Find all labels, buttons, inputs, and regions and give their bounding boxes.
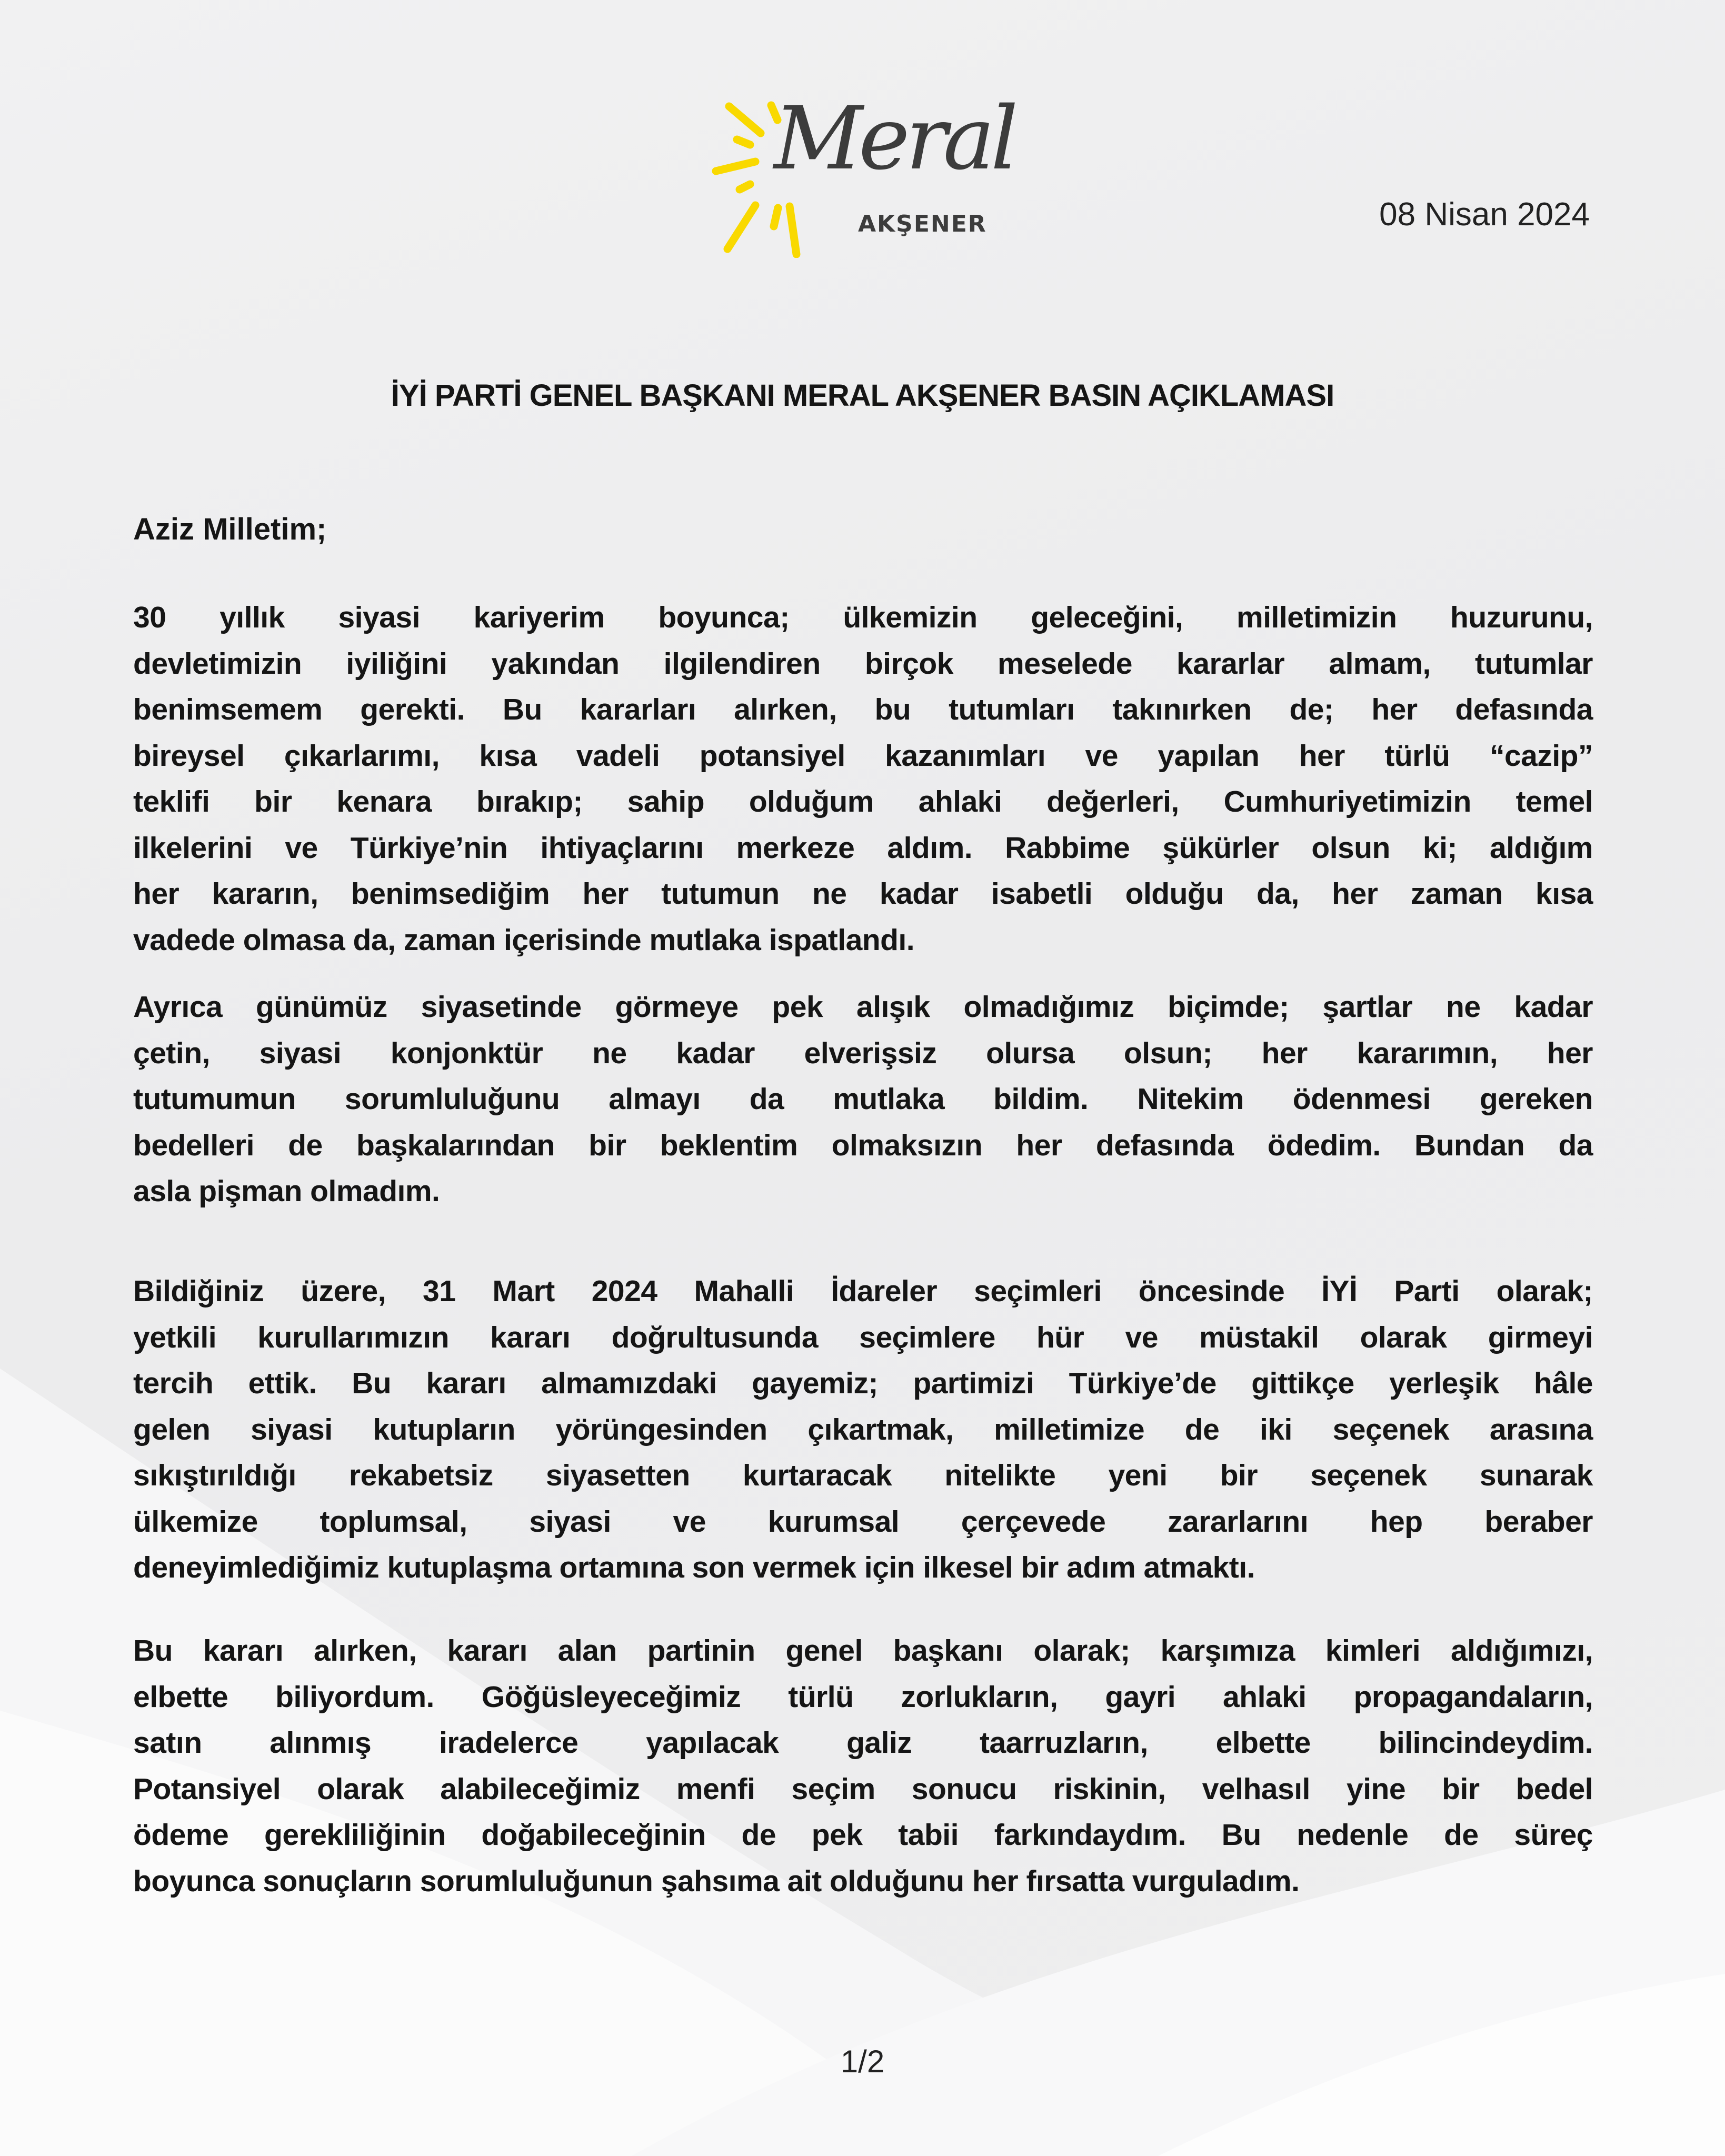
logo-sub-text: AKŞENER: [858, 211, 987, 237]
text-line: bireysel çıkarlarımı, kısa vadeli potansiyel kazanımları ve yapılan her türlü “cazip”: [133, 738, 1593, 773]
text-line: her kararın, benimsediğim her tutumun ne kadar isabetli olduğu da, her zaman kısa: [133, 877, 1593, 911]
text-line: boyunca sonuçların sorumluluğunun şahsıma ait olduğunu her fırsatta vurguladım.: [133, 1864, 1300, 1898]
text-line: Bildiğiniz üzere, 31 Mart 2024 Mahalli İdareler seçimleri öncesinde İYİ Parti olarak;: [133, 1274, 1593, 1308]
text-line: teklifi bir kenara bırakıp; sahip olduğum ahlaki değerleri, Cumhuriyetimizin temel: [133, 785, 1593, 819]
text-line: Ayrıca günümüz siyasetinde görmeye pek alışık olmadığımız biçimde; şartlar ne kadar: [133, 990, 1593, 1024]
text-line: tercih ettik. Bu kararı almamızdaki gayemiz; partimizi Türkiye’de gittikçe yerleşik hâle: [133, 1366, 1593, 1400]
paragraph-2: [133, 984, 1593, 1215]
text-line: asla pişman olmadım.: [133, 1174, 440, 1208]
page-title: İYİ PARTİ GENEL BAŞKANI MERAL AKŞENER BASIN AÇIKLAMASI: [391, 378, 1334, 413]
text-line: yetkili kurullarımızın kararı doğrultusunda seçimlere hür ve müstakil olarak girmeyi: [133, 1320, 1593, 1354]
paragraph-3: [133, 1269, 1593, 1591]
text-line: vadede olmasa da, zaman içerisinde mutlaka ispatlandı.: [133, 923, 915, 957]
text-line: gelen siyasi kutupların yörüngesinden çıkartmak, milletimize de iki seçenek arasına: [133, 1412, 1593, 1446]
text-line: bedelleri de başkalarından bir beklentim olmaksızın her defasında ödedim. Bundan da: [133, 1128, 1593, 1162]
text-line: ilkelerini ve Türkiye’nin ihtiyaçlarını merkeze aldım. Rabbime şükürler olsun ki; aldığım: [133, 831, 1593, 865]
text-line: tutumumun sorumluluğunu almayı da mutlaka bildim. Nitekim ödenmesi gereken: [133, 1082, 1593, 1116]
text-line: sıkıştırıldığı rekabetsiz siyasetten kurtaracak nitelikte yeni bir seçenek sunarak: [133, 1459, 1593, 1492]
paragraph-4: [133, 1628, 1593, 1904]
text-line: devletimizin iyiliğini yakından ilgilendiren birçok meselede kararlar almam, tutumlar: [133, 646, 1593, 681]
text-line: Potansiyel olarak alabileceğimiz menfi seçim sonucu riskinin, velhasıl yine bir bedel: [133, 1772, 1593, 1806]
text-line: benimsemem gerekti. Bu kararları alırken, bu tutumları takınırken de; her defasında: [133, 693, 1593, 726]
text-line: 30 yıllık siyasi kariyerim boyunca; ülkemizin geleceğini, milletimizin huzurunu,: [133, 601, 1593, 634]
text-line: ülkemize toplumsal, siyasi ve kurumsal çerçevede zararlarını hep beraber: [133, 1504, 1593, 1539]
paragraph-1: [133, 595, 1593, 963]
text-line: çetin, siyasi konjonktür ne kadar elverişsiz olursa olsun; her kararımın, her: [133, 1036, 1593, 1070]
meral-aksener-logo: [705, 79, 1042, 258]
logo-script-text: Meral: [774, 88, 1014, 189]
page-number: 1/2: [840, 2044, 885, 2079]
greeting: Aziz Milletim;: [133, 512, 327, 546]
text-line: Bu kararı alırken, kararı alan partinin genel başkanı olarak; karşımıza kimleri aldığımızı,: [133, 1634, 1593, 1668]
text-line: ödeme gerekliliğinin doğabileceğinin de pek tabii farkındaydım. Bu nedenle de süreç: [133, 1818, 1593, 1852]
date: 08 Nisan 2024: [1379, 196, 1590, 233]
text-line: satın alınmış iradelerce yapılacak galiz taarruzların, elbette bilincindeydim.: [133, 1726, 1593, 1760]
text-line: elbette biliyordum. Göğüsleyeceğimiz türlü zorlukların, gayri ahlaki propagandaların,: [133, 1680, 1593, 1714]
text-line: deneyimlediğimiz kutuplaşma ortamına son vermek için ilkesel bir adım atmaktı.: [133, 1551, 1255, 1584]
